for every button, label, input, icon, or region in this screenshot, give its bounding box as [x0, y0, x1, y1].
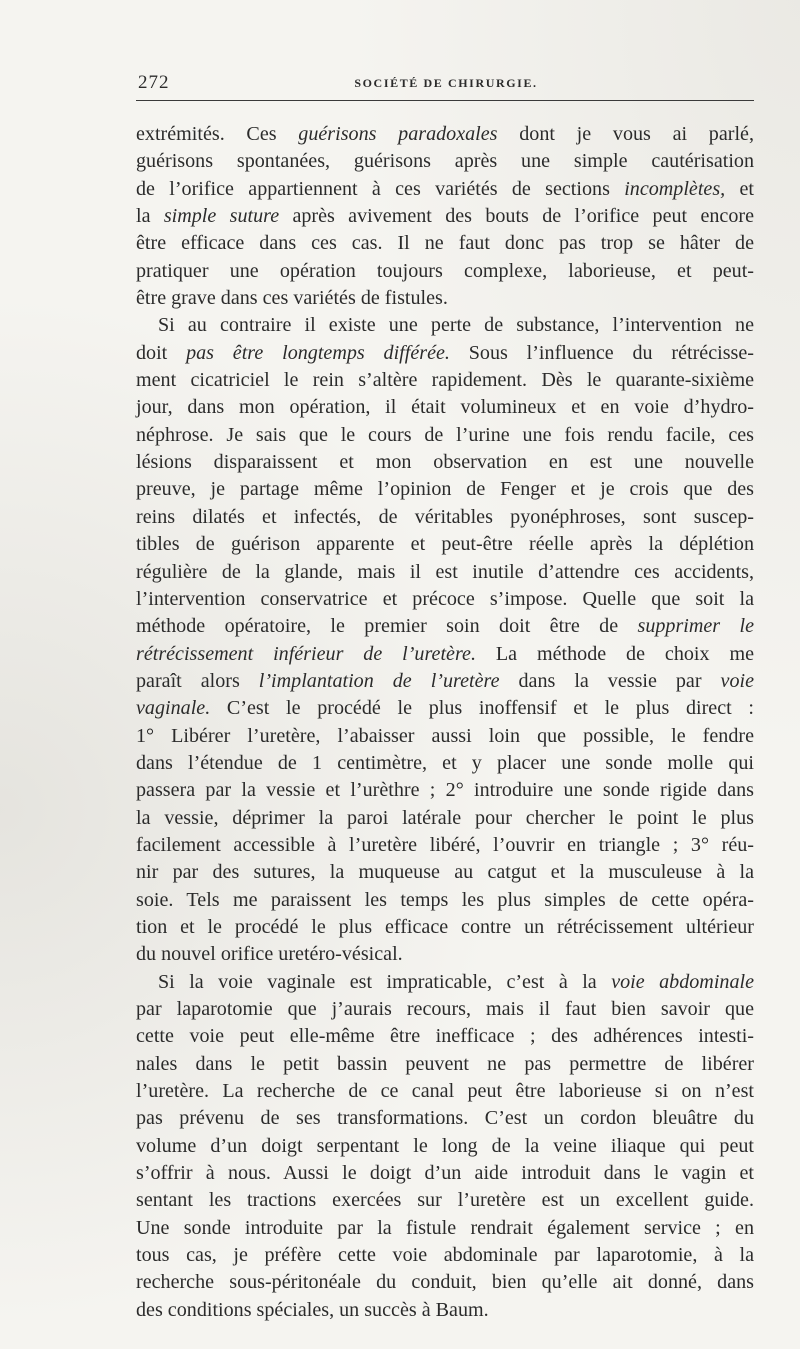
- text-line: pas prévenu de ses transformations. C’est un cordon bleuâtre du: [136, 1107, 754, 1130]
- text-line: rétrécissement inférieur de l’uretère. La méthode de choix me: [136, 642, 754, 665]
- text-line: recherche sous-péritonéale du conduit, bien qu’elle ait donné, dans: [136, 1271, 754, 1294]
- text-line: être efficace dans ces cas. Il ne faut donc pas trop se hâter de: [136, 232, 754, 255]
- text-line: des conditions spéciales, un succès à Baum.: [136, 1298, 489, 1321]
- text-line: 1° Libérer l’uretère, l’abaisser aussi loin que possible, le fendre: [136, 724, 754, 747]
- header-rule: [136, 100, 754, 101]
- text-line: du nouvel orifice uretéro-vésical.: [136, 943, 403, 966]
- text-line: jour, dans mon opération, il était volumineux et en voie d’hydro-: [136, 396, 754, 419]
- paragraph-start: Si au contraire il existe une perte de substance, l’intervention ne: [158, 314, 754, 337]
- text-line: nales dans le petit bassin peuvent ne pas permettre de libérer: [136, 1052, 754, 1075]
- text-line: tion et le procédé le plus efficace contre un rétrécissement ultérieur: [136, 915, 754, 938]
- text-line: soie. Tels me paraissent les temps les plus simples de cette opéra-: [136, 888, 754, 911]
- text-line: guérisons spontanées, guérisons après une simple cautérisation: [136, 150, 754, 173]
- text-line: extrémités. Ces guérisons paradoxales dont je vous ai parlé,: [136, 123, 754, 145]
- text-line: s’offrir à nous. Aussi le doigt d’un aide introduit dans le vagin et: [136, 1162, 754, 1185]
- text-line: passera par la vessie et l’urèthre ; 2° introduire une sonde rigide dans: [136, 779, 754, 802]
- text-line: par laparotomie que j’aurais recours, mais il faut bien savoir que: [136, 998, 754, 1020]
- text-line: de l’orifice appartiennent à ces variétés de sections incomplètes, et: [136, 177, 754, 200]
- page-header: [138, 72, 754, 98]
- text-line: preuve, je partage même l’opinion de Fenger et je crois que des: [136, 478, 754, 501]
- text-line: ment cicatriciel le rein s’altère rapidement. Dès le quarante-sixième: [136, 369, 754, 392]
- text-line: tibles de guérison apparente et peut-être réelle après la déplétion: [136, 533, 754, 556]
- text-line: pratiquer une opération toujours complexe, laborieuse, et peut-: [136, 259, 754, 282]
- paragraph-start: Si la voie vaginale est impraticable, c’est à la voie abdominale: [158, 970, 754, 993]
- text-line: facilement accessible à l’uretère libéré, l’ouvrir en triangle ; 3° réu-: [136, 833, 754, 856]
- page-number: 272: [138, 72, 170, 93]
- text-line: doit pas être longtemps différée. Sous l’influence du rétrécisse-: [136, 341, 754, 364]
- text-line: l’intervention conservatrice et précoce s’impose. Quelle que soit la: [136, 587, 754, 610]
- text-line: sentant les tractions exercées sur l’uretère est un excellent guide.: [136, 1189, 754, 1212]
- text-line: lésions disparaissent et mon observation en est une nouvelle: [136, 451, 754, 474]
- text-line: dans l’étendue de 1 centimètre, et y placer une sonde molle qui: [136, 751, 754, 774]
- text-line: l’uretère. La recherche de ce canal peut être laborieuse si on n’est: [136, 1080, 754, 1103]
- text-line: régulière de la glande, mais il est inutile d’attendre ces accidents,: [136, 560, 754, 583]
- text-line: nir par des sutures, la muqueuse au catgut et la musculeuse à la: [136, 861, 754, 884]
- body-text: [136, 121, 754, 1324]
- text-line: tous cas, je préfère cette voie abdominale par laparotomie, à la: [136, 1244, 754, 1267]
- text-line: vaginale. C’est le procédé le plus inoffensif et le plus direct :: [136, 697, 754, 720]
- text-line: cette voie peut elle-même être inefficace ; des adhérences intesti-: [136, 1025, 754, 1048]
- text-line: Une sonde introduite par la fistule rendrait également service ; en: [136, 1216, 754, 1239]
- text-line: la simple suture après avivement des bouts de l’orifice peut encore: [136, 205, 754, 228]
- text-line: paraît alors l’implantation de l’uretère dans la vessie par voie: [136, 669, 754, 692]
- text-line: être grave dans ces variétés de fistules.: [136, 287, 448, 310]
- text-line: méthode opératoire, le premier soin doit être de supprimer le: [136, 615, 754, 638]
- text-line: volume d’un doigt serpentant le long de la veine iliaque qui peut: [136, 1134, 754, 1157]
- running-title: SOCIÉTÉ DE CHIRURGIE.: [354, 76, 538, 90]
- text-line: néphrose. Je sais que le cours de l’urine une fois rendu facile, ces: [136, 423, 754, 446]
- text-line: reins dilatés et infectés, de véritables pyonéphroses, sont suscep-: [136, 505, 754, 528]
- text-line: la vessie, déprimer la paroi latérale pour chercher le point le plus: [136, 806, 754, 829]
